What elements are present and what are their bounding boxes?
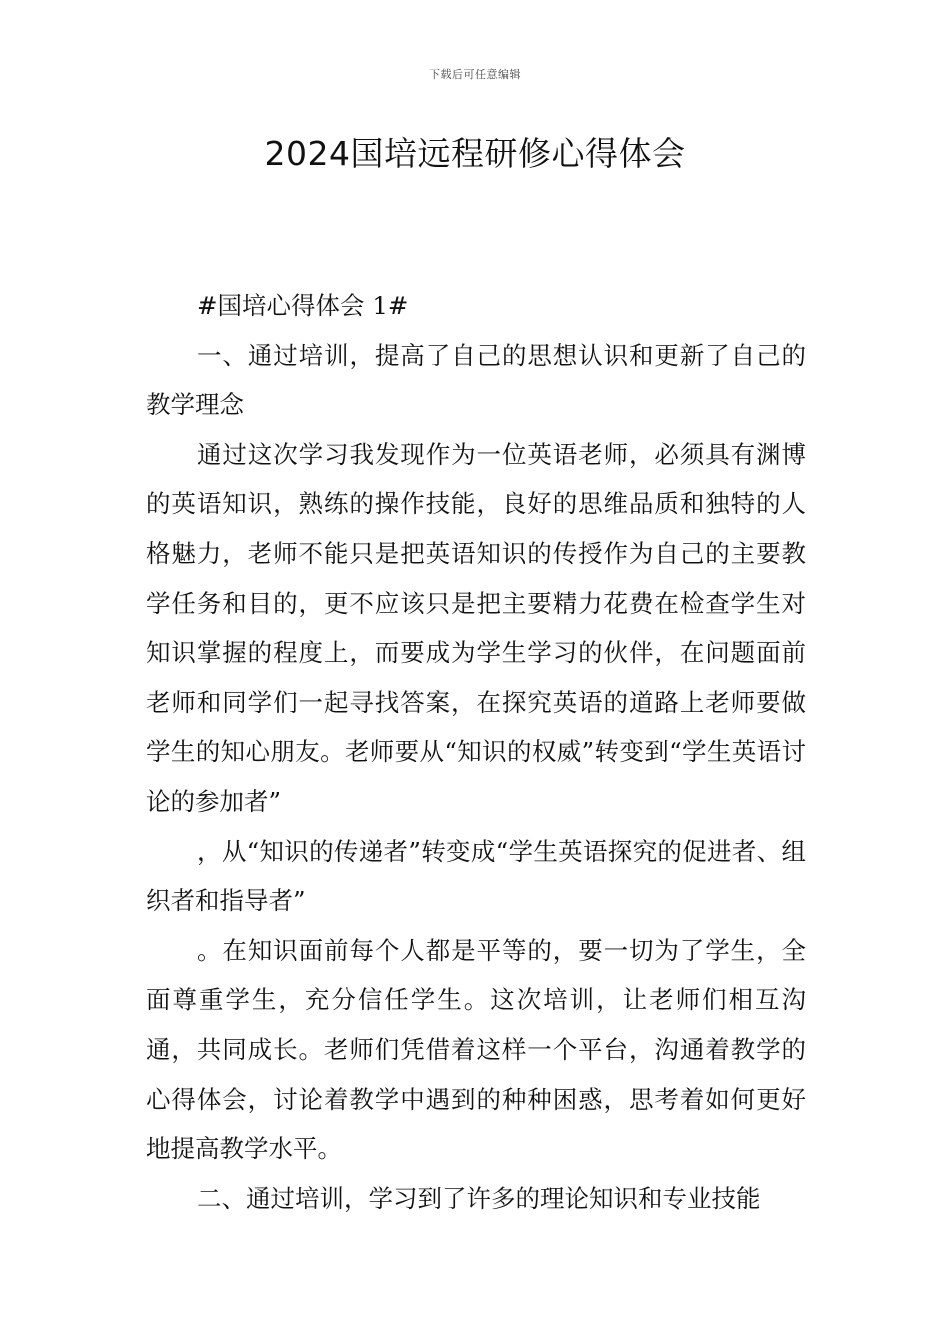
document-body <box>146 281 806 1223</box>
paragraph-body: 。在知识面前每个人都是平等的，要一切为了学生，全面尊重学生，充分信任学生。这次培训，让老师们相互沟通，共同成长。老师们凭借着这样一个平台，沟通着教学的心得体会，讨论着教学中遇到的种种困惑，思考着如何更好地提高教学水平。 <box>146 935 806 1164</box>
paragraph-body: ，从“知识的传递者”转变成“学生英语探究的促进者、组织者和指导者” <box>146 836 806 916</box>
header-note: 下载后可任意编辑 <box>429 68 521 81</box>
paragraph-heading-two: 二、通过培训，学习到了许多的理论知识和专业技能 <box>197 1183 761 1213</box>
paragraph-body: 通过这次学习我发现作为一位英语老师，必须具有渊博的英语知识，熟练的操作技能，良好的思维品质和独特的人格魅力，老师不能只是把英语知识的传授作为自己的主要教学任务和目的，更不应该只是把主要精力花费在检查学生对知识掌握的程度上，而要成为学生学习的伙伴，在问题面前老师和同学们一起寻找答案，在探究英语的道路上老师要做学生的知心朋友。老师要从“知识的权威”转变到“学生英语讨论的参加者” <box>146 439 806 816</box>
paragraph-heading-one: 一、通过培训，提高了自己的思想认识和更新了自己的教学理念 <box>146 340 806 420</box>
document-title: 2024国培远程研修心得体会 <box>264 134 686 173</box>
paragraph-section-marker: #国培心得体会 1# <box>197 291 409 320</box>
